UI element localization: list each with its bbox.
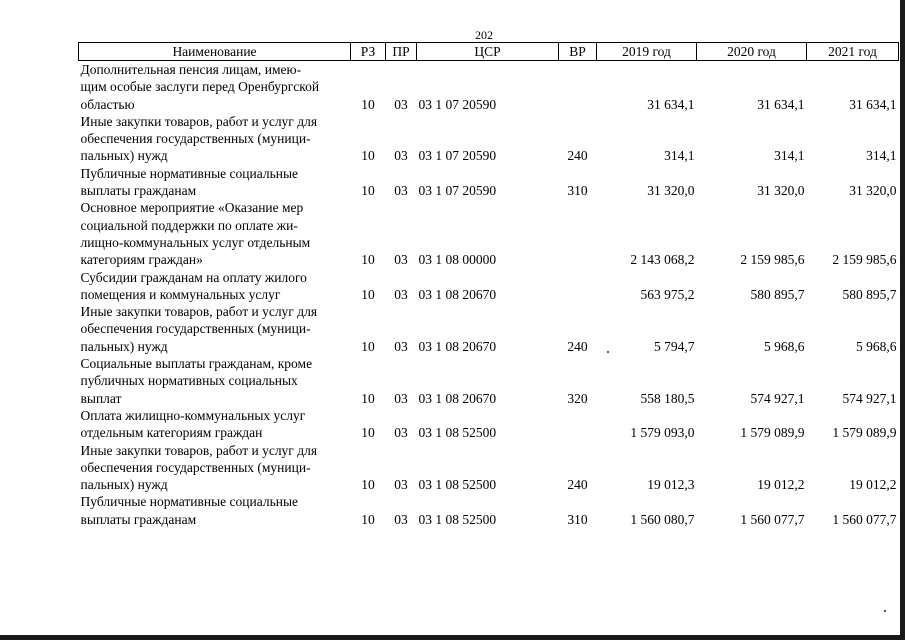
header-2020: 2020 год bbox=[697, 43, 807, 61]
row-name-line: Оплата жилищно-коммунальных услуг bbox=[80, 407, 306, 423]
header-csr: ЦСР bbox=[417, 43, 559, 61]
row-value-2019: 1 560 080,7 bbox=[630, 511, 695, 527]
budget-table bbox=[78, 42, 899, 528]
row-name-line: щим особые заслуги перед Оренбургской bbox=[80, 79, 320, 95]
row-name bbox=[79, 303, 351, 355]
row-name-line: Иные закупки товаров, работ и услуг для bbox=[80, 442, 318, 458]
row-value-2019: 563 975,2 bbox=[640, 286, 695, 302]
row-name bbox=[79, 442, 351, 494]
table-row bbox=[79, 165, 899, 200]
row-csr: 03 1 08 20670 bbox=[418, 286, 497, 302]
row-rz: 10 bbox=[361, 511, 375, 527]
row-csr: 03 1 07 20590 bbox=[418, 148, 497, 164]
row-value-2020: 574 927,1 bbox=[750, 390, 805, 406]
header-2021: 2021 год bbox=[807, 43, 899, 61]
row-name bbox=[79, 113, 351, 165]
row-name-line: выплаты гражданам bbox=[80, 511, 197, 527]
row-vr bbox=[559, 61, 597, 113]
header-pr: ПР bbox=[386, 43, 417, 61]
row-value-2019: 558 180,5 bbox=[640, 390, 695, 406]
row-name-line: публичных нормативных социальных bbox=[80, 373, 298, 389]
row-name-line: обеспечения государственных (муници- bbox=[80, 459, 311, 475]
row-name-line: категориям граждан» bbox=[80, 252, 203, 268]
table-body bbox=[79, 61, 899, 529]
row-vr: 310 bbox=[567, 183, 588, 199]
row-name-line: отдельным категориям граждан bbox=[80, 425, 263, 441]
row-pr: 03 bbox=[394, 511, 408, 527]
row-value-2021: 1 579 089,9 bbox=[832, 425, 897, 441]
row-value-2021: 580 895,7 bbox=[842, 286, 897, 302]
row-name-line: выплаты гражданам bbox=[80, 183, 197, 199]
row-value-2019: 31 320,0 bbox=[647, 183, 695, 199]
table-row bbox=[79, 61, 899, 113]
row-rz: 10 bbox=[361, 252, 375, 268]
row-name bbox=[79, 269, 351, 304]
row-vr: 310 bbox=[567, 511, 588, 527]
row-name-line: Основное мероприятие «Оказание мер bbox=[80, 200, 304, 216]
row-csr: 03 1 07 20590 bbox=[418, 96, 497, 112]
table-row bbox=[79, 442, 899, 494]
row-pr: 03 bbox=[394, 286, 408, 302]
row-rz: 10 bbox=[361, 425, 375, 441]
row-rz: 10 bbox=[361, 96, 375, 112]
table-header-row bbox=[79, 43, 899, 61]
row-value-2020: 1 560 077,7 bbox=[740, 511, 805, 527]
table-row bbox=[79, 303, 899, 355]
row-value-2021: 314,1 bbox=[866, 148, 897, 164]
row-pr: 03 bbox=[394, 183, 408, 199]
row-csr: 03 1 08 52500 bbox=[418, 511, 497, 527]
row-vr: 240 bbox=[567, 148, 588, 164]
scan-speck bbox=[884, 610, 886, 612]
row-value-2021: 5 968,6 bbox=[856, 338, 897, 354]
row-csr: 03 1 08 52500 bbox=[418, 425, 497, 441]
table-row bbox=[79, 493, 899, 528]
row-value-2019: 314,1 bbox=[664, 148, 695, 164]
header-name: Наименование bbox=[79, 43, 351, 61]
row-vr bbox=[559, 407, 597, 442]
row-name-line: обеспечения государственных (муници- bbox=[80, 131, 311, 147]
row-value-2019: 19 012,3 bbox=[647, 477, 695, 493]
row-value-2020: 31 634,1 bbox=[757, 96, 805, 112]
row-pr: 03 bbox=[394, 338, 408, 354]
row-name-line: социальной поддержки по оплате жи- bbox=[80, 217, 298, 233]
row-name-line: пальных) нужд bbox=[80, 477, 168, 493]
row-name-line: помещения и коммунальных услуг bbox=[80, 286, 281, 302]
row-value-2020: 31 320,0 bbox=[757, 183, 805, 199]
row-rz: 10 bbox=[361, 477, 375, 493]
row-value-2020: 1 579 089,9 bbox=[740, 425, 805, 441]
page-number: 202 bbox=[475, 28, 493, 42]
row-name-line: Публичные нормативные социальные bbox=[80, 494, 299, 510]
row-name bbox=[79, 355, 351, 407]
row-pr: 03 bbox=[394, 390, 408, 406]
header-2019: 2019 год bbox=[597, 43, 697, 61]
row-value-2020: 580 895,7 bbox=[750, 286, 805, 302]
row-csr: 03 1 08 20670 bbox=[418, 338, 497, 354]
row-name bbox=[79, 493, 351, 528]
row-vr bbox=[559, 199, 597, 268]
row-name-line: областью bbox=[80, 96, 135, 112]
row-name-line: выплат bbox=[80, 390, 122, 406]
row-name-line: Иные закупки товаров, работ и услуг для bbox=[80, 304, 318, 320]
table-row bbox=[79, 113, 899, 165]
row-value-2021: 31 634,1 bbox=[849, 96, 897, 112]
row-name-line: пальных) нужд bbox=[80, 338, 168, 354]
row-name-line: лищно-коммунальных услуг отдельным bbox=[80, 234, 311, 250]
row-name bbox=[79, 165, 351, 200]
row-csr: 03 1 07 20590 bbox=[418, 183, 497, 199]
row-pr: 03 bbox=[394, 252, 408, 268]
row-pr: 03 bbox=[394, 96, 408, 112]
table-row bbox=[79, 269, 899, 304]
row-name-line: Публичные нормативные социальные bbox=[80, 165, 299, 181]
row-value-2020: 314,1 bbox=[774, 148, 805, 164]
row-name bbox=[79, 407, 351, 442]
row-value-2021: 2 159 985,6 bbox=[832, 252, 897, 268]
row-vr: 240 bbox=[567, 338, 588, 354]
row-name-line: Субсидии гражданам на оплату жилого bbox=[80, 269, 307, 285]
row-name bbox=[79, 199, 351, 268]
row-value-2020: 5 968,6 bbox=[764, 338, 805, 354]
row-csr: 03 1 08 00000 bbox=[418, 252, 497, 268]
row-value-2020: 19 012,2 bbox=[757, 477, 805, 493]
table-row bbox=[79, 355, 899, 407]
row-vr: 320 bbox=[567, 390, 588, 406]
row-rz: 10 bbox=[361, 338, 375, 354]
row-name-line: обеспечения государственных (муници- bbox=[80, 321, 311, 337]
row-vr bbox=[559, 269, 597, 304]
row-pr: 03 bbox=[394, 148, 408, 164]
row-value-2019: 2 143 068,2 bbox=[630, 252, 695, 268]
row-pr: 03 bbox=[394, 425, 408, 441]
row-name-line: Социальные выплаты гражданам, кроме bbox=[80, 356, 313, 372]
table-row bbox=[79, 199, 899, 268]
row-value-2021: 1 560 077,7 bbox=[832, 511, 897, 527]
row-rz: 10 bbox=[361, 183, 375, 199]
header-rz: РЗ bbox=[351, 43, 386, 61]
row-name-line: Дополнительная пенсия лицам, имею- bbox=[80, 62, 302, 77]
scan-border-right bbox=[900, 0, 905, 640]
row-name-line: Иные закупки товаров, работ и услуг для bbox=[80, 113, 318, 129]
table-row bbox=[79, 407, 899, 442]
row-value-2019: 5 794,7 bbox=[654, 338, 695, 354]
row-value-2019: 1 579 093,0 bbox=[630, 425, 695, 441]
row-value-2021: 31 320,0 bbox=[849, 183, 897, 199]
header-vr: ВР bbox=[559, 43, 597, 61]
row-rz: 10 bbox=[361, 148, 375, 164]
scan-border-bottom bbox=[0, 635, 905, 640]
row-value-2019: 31 634,1 bbox=[647, 96, 695, 112]
row-csr: 03 1 08 52500 bbox=[418, 477, 497, 493]
row-name-line: пальных) нужд bbox=[80, 148, 168, 164]
row-csr: 03 1 08 20670 bbox=[418, 390, 497, 406]
row-value-2020: 2 159 985,6 bbox=[740, 252, 805, 268]
row-vr: 240 bbox=[567, 477, 588, 493]
row-name bbox=[79, 61, 351, 113]
row-rz: 10 bbox=[361, 390, 375, 406]
row-value-2021: 574 927,1 bbox=[842, 390, 897, 406]
row-rz: 10 bbox=[361, 286, 375, 302]
row-value-2021: 19 012,2 bbox=[849, 477, 897, 493]
row-pr: 03 bbox=[394, 477, 408, 493]
